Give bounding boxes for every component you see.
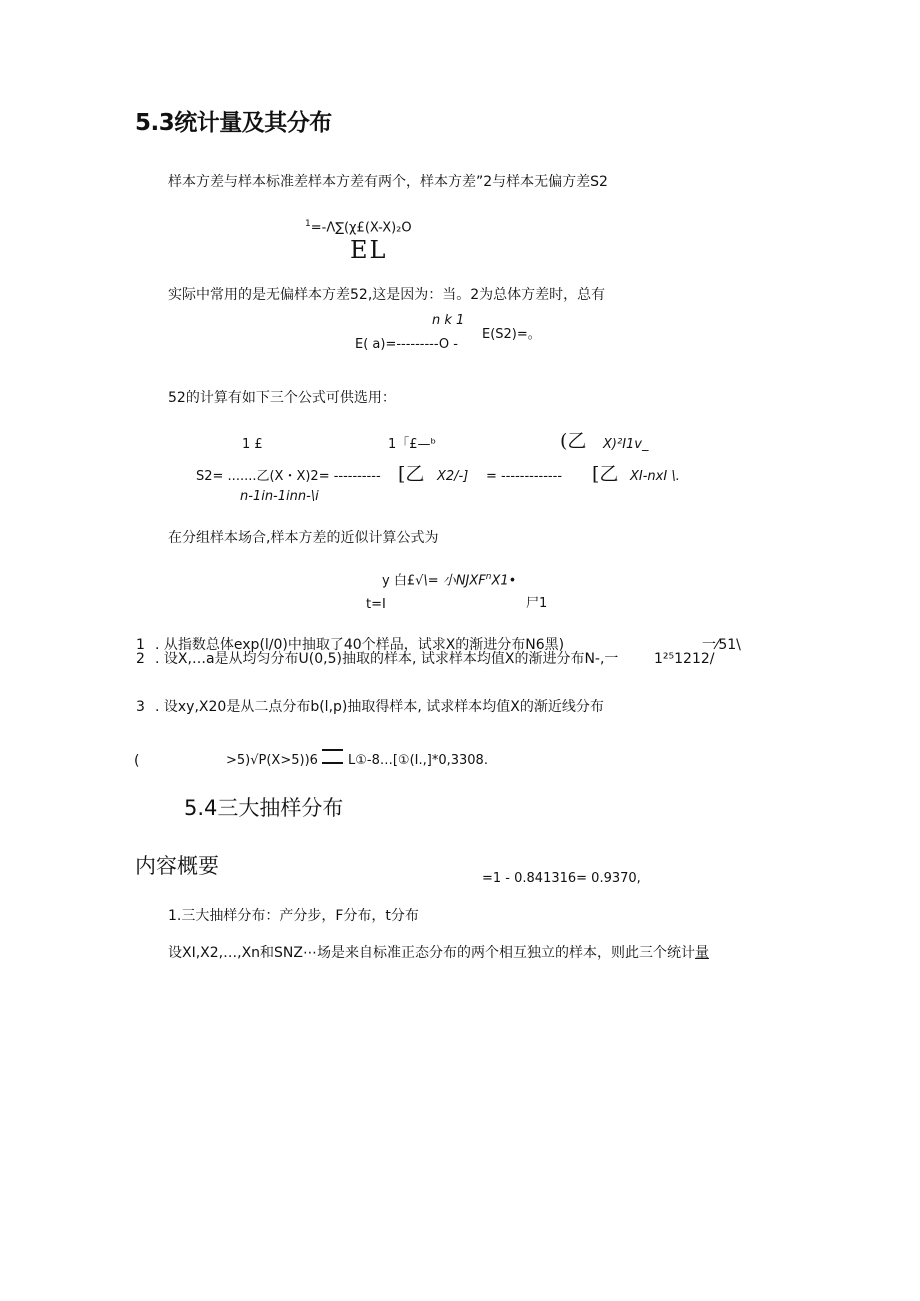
formula-grouped-index-left: t=I [366,597,386,612]
section-subtitle-content-overview: 内容概要 [135,854,219,878]
formula3-s2: S2= .......乙(X・X)2= ---------- [196,469,381,484]
paragraph-three-formulas: 52的计算有如下三个公式可供选用： [168,390,396,406]
problem-2-text: . 设X,…a是从均匀分布U(0,5)抽取的样本, 试求样本均值X的渐进分布N-,一 [155,651,619,667]
problem-3-formula-b: L①-8…[①(I.,]*0,3308. [348,753,488,768]
problem-3-formula-open: ( [134,753,140,769]
paragraph-statistics [168,946,709,960]
problem-3-formula-a: >5)√P(X>5))6 [226,753,318,768]
problem-1-tail: 一⁄51\ [702,637,741,653]
problem-2-tail: 1²⁵1212/ [654,651,715,667]
formula-grouped-c: NJXF [455,573,486,589]
formula-expectation-left: E( a)=---------O - [355,337,458,352]
paragraph-statistics-underlined: 量 [694,945,709,961]
formula-variance [305,220,412,234]
formula3-bracket-2: [乙 [592,463,619,485]
problem-1-text: . 从指数总体exp(l∕0)中抽取了40个样品，试求X的渐进分布N6黑) [155,637,565,653]
formula-grouped-a: y 白£ [382,573,416,589]
problem-3-number: 3 [136,699,145,715]
formula-expectation-top: n k 1 [432,313,465,328]
formula-grouped-e: X1• [491,573,517,589]
formula-grouped [382,573,516,587]
formula3-bracket-1: [乙 [398,463,425,485]
formula3-top-3a: (乙 [560,430,587,452]
formula3-top-3b: X)²I1v_ [603,437,649,452]
section-title-5-4: 5.4三大抽样分布 [184,796,344,820]
paragraph-unbiased: 实际中常用的是无偏样本方差52,这是因为：当。2为总体方差时，总有 [168,287,606,303]
formula-bar-lower [322,762,343,764]
formula-variance-under: EL [350,236,388,264]
paragraph-grouped: 在分组样本场合,样本方差的近似计算公式为 [168,530,439,546]
problem-1-number: 1 [136,637,145,653]
problem-2-number: 2 [136,651,145,667]
problem-3-text: . 设xy,X20是从二点分布b(l,p)抽取得样本, 试求样本均值X的渐近线分布 [155,699,604,715]
formula-grouped-b: √\= 小 [415,573,456,589]
list-item-three-distributions: 1.三大抽样分布：产分步，F分布，t分布 [168,908,419,924]
formula-variance-main: =-Λ∑(χ£(X-X)₂O [310,220,412,236]
formula3-top-1: 1 £ [242,437,263,452]
formula-variance-sup: 1 [305,219,311,229]
paragraph-variance-intro: 样本方差与样本标准差样本方差有两个，样本方差”2与样本无偏方差S2 [168,174,608,190]
formula3-mid-1: X2/-] [437,469,469,484]
formula-grouped-d: n [485,572,492,582]
formula3-mid-3: XI-nxI \. [630,469,680,484]
formula-expectation-right: E(S2)=。 [482,327,541,342]
paragraph-statistics-text: 设XI,X2,…,Xn和SNZ⋯场是来自标准正态分布的两个相互独立的样本，则此三个统计 [168,945,695,961]
section-title-5-3: 5.3统计量及其分布 [135,110,332,136]
formula-bar-upper [322,749,343,751]
formula3-top-2: 1「£—ᵇ [388,437,437,452]
formula-grouped-index-right: 尸1 [526,596,548,611]
formula3-bottom: n-1in-1inn-\i [240,489,319,504]
formula3-mid-2: = ------------- [486,469,563,484]
probability-result: =1 - 0.841316= 0.9370, [482,871,641,886]
